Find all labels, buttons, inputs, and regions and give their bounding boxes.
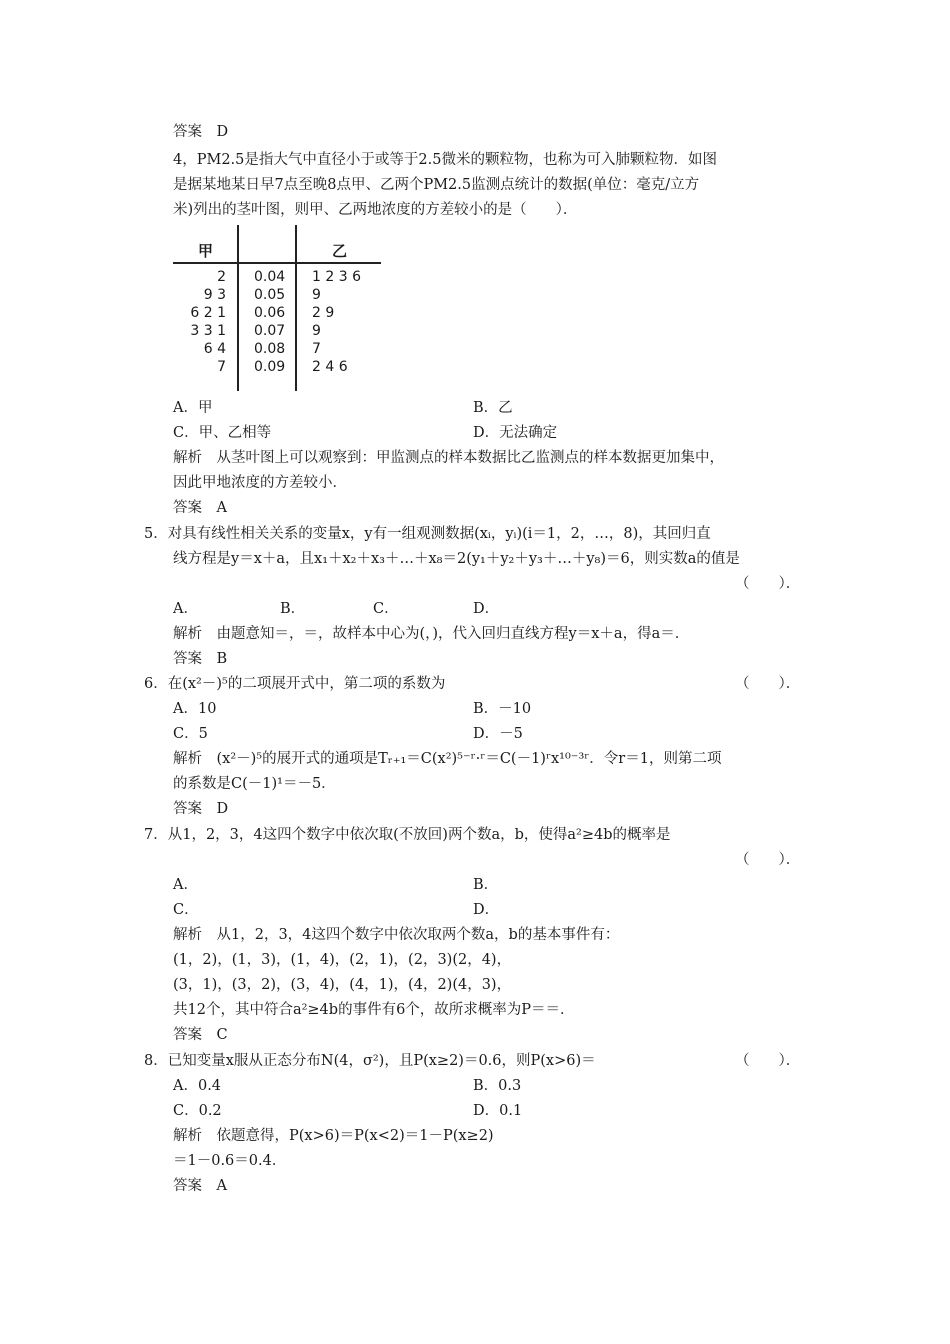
stem-divider-right xyxy=(295,225,297,391)
right-leaves-row: 1 2 3 6 xyxy=(312,269,361,285)
q4-analysis-line1: 解析 从茎叶图上可以观察到：甲监测点的样本数据比乙监测点的样本数据更加集中， xyxy=(173,450,724,466)
q5-text-line2: 线方程是y＝x＋a，且x₁＋x₂＋x₃＋…＋x₈＝2(y₁＋y₂＋y₃＋…＋y₈)＝6，则实数a的值是 xyxy=(173,551,740,567)
left-leaves-row: 6 4 xyxy=(203,341,226,357)
q6-option-a: A．10 xyxy=(173,701,217,717)
q6-option-d: D．－5 xyxy=(473,726,523,742)
left-leaves-row: 7 xyxy=(217,359,226,375)
q7-analysis-line4: 共12个，其中符合a²≥4b的事件有6个，故所求概率为P＝＝． xyxy=(173,1002,575,1018)
q5-option-a: A． xyxy=(173,601,198,617)
header-yi: 乙 xyxy=(332,242,348,260)
q7-option-d: D． xyxy=(473,902,500,918)
q7-option-c: C． xyxy=(173,902,199,918)
stem-value: 0.05 xyxy=(254,287,286,303)
stem-value: 0.09 xyxy=(254,359,286,375)
q3-answer: 答案 D xyxy=(173,124,229,140)
q7-analysis-line2: (1，2)，(1，3)，(1，4)，(2，1)，(2，3)(2，4)， xyxy=(173,952,512,968)
left-leaves-row: 6 2 1 xyxy=(190,305,226,321)
stem-divider-left xyxy=(237,225,239,391)
q4-text-line1: 4，PM2.5是指大气中直径小于或等于2.5微米的颗粒物，也称为可入肺颗粒物．如图 xyxy=(173,152,717,168)
header-jia: 甲 xyxy=(198,242,214,260)
q4-answer: 答案 A xyxy=(173,500,227,516)
right-leaves-row: 9 xyxy=(312,287,321,303)
q7-option-b: B． xyxy=(473,877,499,893)
q6-analysis-line1: 解析 (x²－)⁵的展开式的通项是Tᵣ₊₁＝C(x²)⁵⁻ʳ·ʳ＝C(－1)ʳx¹⁰⁻³ʳ．令r＝1，则第二项 xyxy=(173,751,722,767)
q6-text-line1: 6．在(x²－)⁵的二项展开式中，第二项的系数为 xyxy=(144,676,446,692)
q7-answer: 答案 C xyxy=(173,1027,228,1043)
q5-option-c: C． xyxy=(373,601,399,617)
q6-option-c: C．5 xyxy=(173,726,208,742)
q8-answer-bracket: （ ）． xyxy=(735,1053,801,1069)
q6-option-b: B．－10 xyxy=(473,701,532,717)
right-leaves-row: 9 xyxy=(312,323,321,339)
q7-analysis-line3: (3，1)，(3，2)，(3，4)，(4，1)，(4，2)(4，3)， xyxy=(173,977,512,993)
left-leaves-row: 2 xyxy=(217,269,226,285)
right-leaves-row: 2 4 6 xyxy=(312,359,348,375)
q7-text-line1: 7．从1，2，3，4这四个数字中依次取(不放回)两个数a，b，使得a²≥4b的概率是 xyxy=(144,827,671,843)
right-leaves-row: 2 9 xyxy=(312,305,335,321)
q7-option-a: A． xyxy=(173,877,198,893)
q4-text-line2: 是据某地某日早7点至晚8点甲、乙两个PM2.5监测点统计的数据(单位：毫克/立方 xyxy=(173,177,700,193)
q6-answer: 答案 D xyxy=(173,801,229,817)
q8-option-a: A．0.4 xyxy=(173,1078,222,1094)
q4-text-line3: 米)列出的茎叶图，则甲、乙两地浓度的方差较小的是（ ）． xyxy=(173,202,578,218)
q8-analysis-line2: ＝1－0.6＝0.4． xyxy=(173,1153,287,1169)
q8-option-b: B．0.3 xyxy=(473,1078,522,1094)
q4-option-d: D．无法确定 xyxy=(473,425,558,441)
q5-text-line1: 5．对具有线性相关关系的变量x，y有一组观测数据(xᵢ，yᵢ)(i＝1，2，…，8)，其回归直 xyxy=(144,526,711,542)
q5-analysis: 解析 由题意知＝，＝，故样本中心为(，)，代入回归直线方程y＝x＋a，得a＝． xyxy=(173,626,690,642)
q7-answer-bracket: （ ）． xyxy=(735,852,801,868)
left-leaves-row: 9 3 xyxy=(203,287,226,303)
stem-value: 0.08 xyxy=(254,341,286,357)
q4-analysis-line2: 因此甲地浓度的方差较小． xyxy=(173,475,347,491)
right-leaves-row: 7 xyxy=(312,341,321,357)
q5-answer: 答案 B xyxy=(173,651,228,667)
q8-analysis-line1: 解析 依题意得，P(x>6)＝P(x<2)＝1－P(x≥2) xyxy=(173,1128,494,1144)
q8-text-line1: 8．已知变量x服从正态分布N(4，σ²)，且P(x≥2)＝0.6，则P(x>6)＝ xyxy=(144,1053,596,1069)
left-leaves-row: 3 3 1 xyxy=(190,323,226,339)
q4-option-a: A．甲 xyxy=(173,400,213,416)
q8-option-d: D．0.1 xyxy=(473,1103,523,1119)
q4-option-b: B．乙 xyxy=(473,400,513,416)
q7-analysis-line1: 解析 从1，2，3，4这四个数字中依次取两个数a，b的基本事件有： xyxy=(173,927,620,943)
q6-answer-bracket: （ ）． xyxy=(735,676,801,692)
q8-answer: 答案 A xyxy=(173,1178,227,1194)
q5-answer-bracket: （ ）． xyxy=(735,576,801,592)
stem-value: 0.07 xyxy=(254,323,286,339)
stem-value: 0.04 xyxy=(254,269,286,285)
q4-option-c: C．甲、乙相等 xyxy=(173,425,272,441)
q8-option-c: C．0.2 xyxy=(173,1103,222,1119)
q6-analysis-line2: 的系数是C(－1)¹＝－5． xyxy=(173,776,336,792)
q5-option-d: D． xyxy=(473,601,500,617)
q5-option-b: B． xyxy=(280,601,306,617)
stem-header-rule xyxy=(173,262,381,264)
stem-value: 0.06 xyxy=(254,305,286,321)
